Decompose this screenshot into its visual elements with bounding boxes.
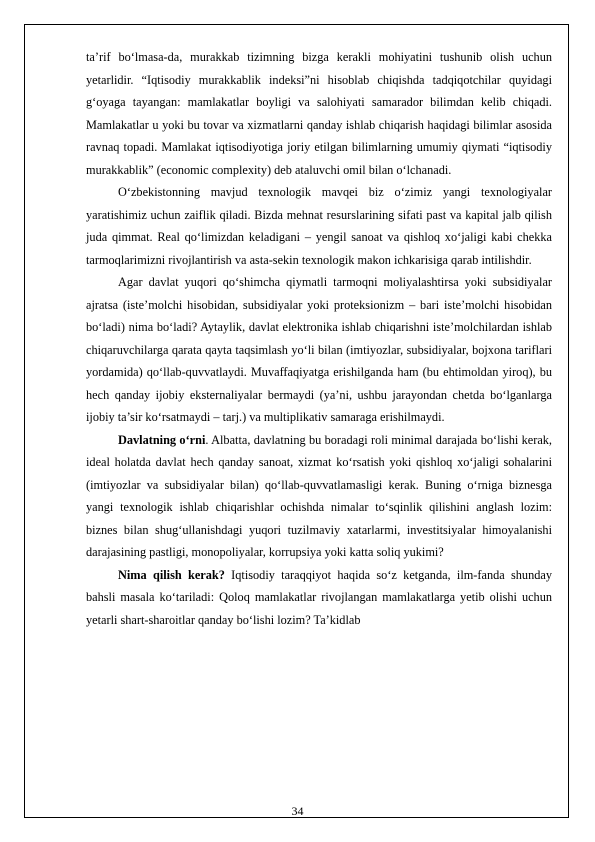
paragraph-4-text: . Albatta, davlatning bu boradagi roli minimal darajada bo‘lishi kerak, ideal holatda davlat hech qanday sanoat, xizmat ko‘rsatish yoki qishloq xo‘jaligi sohalarini (imtiyozlar va subsidiyalar bilan) qo‘llab-quvvatlamasligi kerak. Buning o‘rniga biznesga yangi texnologik ishlab chiqarishlar ochishda nimalar to‘sqinlik qilishini anglash lozim: biznes bilan shug‘ullanishdagi yuqori tuzilmaviy xatarlarmi, investitsiyalar himoyalanishi darajasining pastligi, monopoliyalar, korrupsiya yoki katta soliq yukimi? — [86, 432, 552, 559]
paragraph-1 — [86, 46, 552, 181]
paragraph-2 — [86, 181, 552, 271]
paragraph-4 — [86, 429, 552, 564]
paragraph-5-heading: Nima qilish kerak? — [118, 567, 225, 582]
paragraph-5 — [86, 564, 552, 632]
paragraph-3-text: Agar davlat yuqori qo‘shimcha qiymatli tarmoqni moliyalashtirsa yoki subsidiyalar ajratsa (iste’molchi hisobidan, subsidiyalar yoki proteksionizm – bari iste’molchi hisobidan bo‘ladi) nima bo‘ladi? Aytaylik, davlat elektronika ishlab chiqarishni iste’molchilardan ishlab chiqaruvchilarga qarata qayta taqsimlash yo‘li bilan (imtiyozlar, subsidiyalar, bojxona tariflari yordamida) qo‘llab-quvvatlaydi. Muvaffaqiyatga erishilganda ham (bu ehtimoldan yiroq), bu hech qanday ijobiy eksternaliyalar bermaydi (ya’ni, ushbu jarayondan chetda bo‘lganlarga ijobiy ta’sir ko‘rsatmaydi – tarj.) va multiplikativ samaraga erishilmaydi. — [86, 275, 552, 424]
paragraph-1-text: ta’rif bo‘lmasa-da, murakkab tizimning bizga kerakli mohiyatini tushunib olish uchun yetarlidir. “Iqtisodiy murakkablik indeksi”ni hisoblab chiqishda tadqiqotchilar quyidagi g‘oyaga tayangan: mamlakatlar boyligi va salohiyati samarador bilimdan kelib chiqadi. Mamlakatlar u yoki bu tovar va xizmatlarni qanday ishlab chiqarish haqidagi bilimlar asosida ravnaq topadi. Mamlakat iqtisodiyotiga joriy etilgan bilimlarning umumiy qiymati “iqtisodiy murakkablik” (economic complexity) deb ataluvchi omil bilan o‘lchanadi. — [86, 50, 552, 177]
page-number: 34 — [291, 804, 304, 818]
paragraph-2-text: O‘zbekistonning mavjud texnologik mavqei biz o‘zimiz yangi texnologiyalar yaratishimiz uchun zaiflik qiladi. Bizda mehnat resurslarining sifati past va kapital jalb qilish juda qimmat. Real qo‘limizdan keladigani – yengil sanoat va qishloq xo‘jaligi kabi chekka tarmoqlarimizni rivojlantirish va asta-sekin texnologik makon ichkarisiga qarab intilishdir. — [86, 185, 552, 267]
page-body — [86, 46, 552, 631]
paragraph-5-text: Iqtisodiy taraqqiyot haqida so‘z ketganda, ilm-fanda shunday bahsli masala ko‘tariladi: Qoloq mamlakatlar rivojlangan mamlakatlarga yetib olishi uchun yetarli shart-sharoitlar qanday bo‘lishi lozim? Ta’kidlab — [86, 567, 552, 627]
paragraph-3 — [86, 271, 552, 429]
paragraph-4-heading: Davlatning o‘rni — [118, 432, 206, 447]
